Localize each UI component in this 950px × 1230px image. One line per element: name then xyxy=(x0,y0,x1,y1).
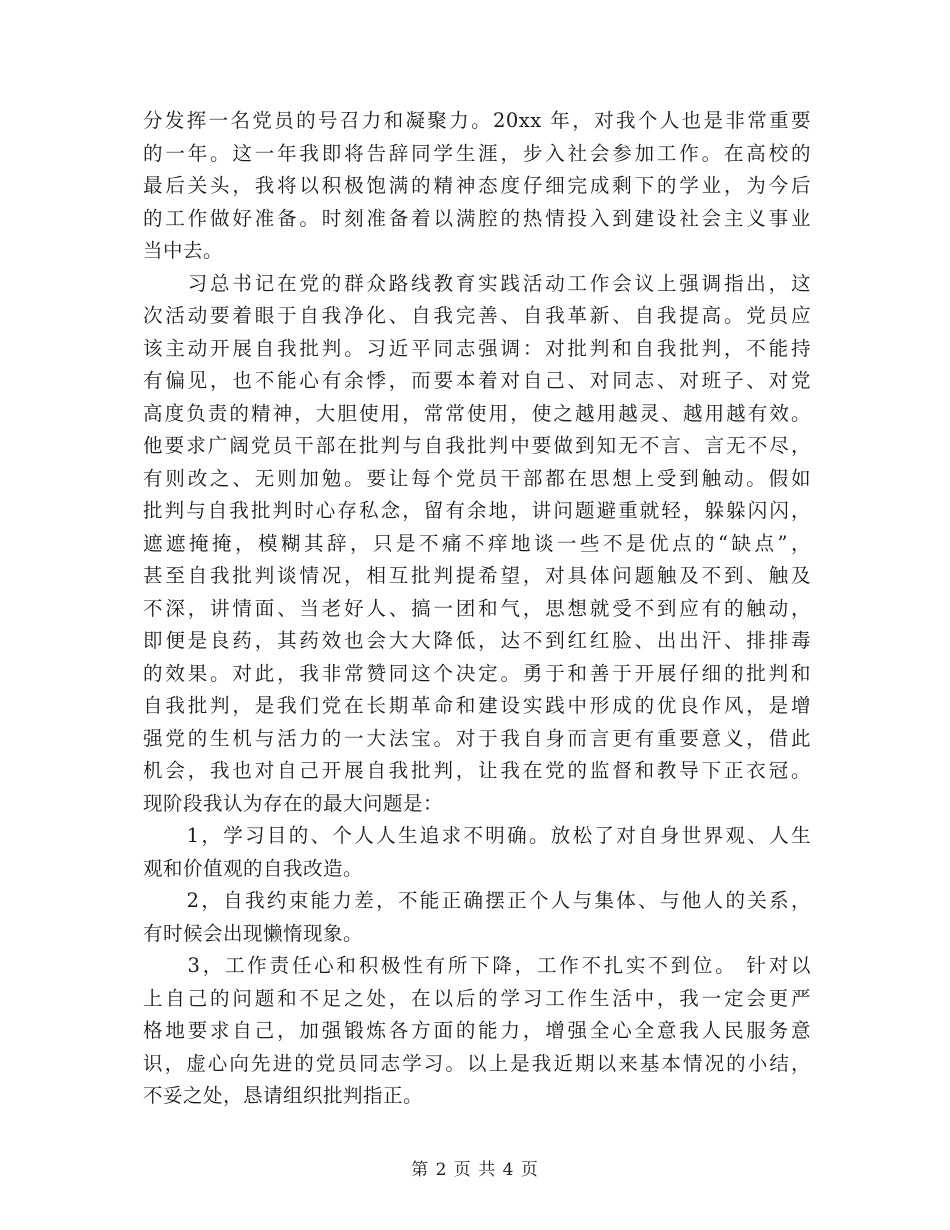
text-line: 格地要求自己，加强锻炼各方面的能力，增强全心全意我人民服务意 xyxy=(143,1019,811,1042)
text-line: 机会，我也对自己开展自我批判，让我在党的监督和教导下正衣冠。 xyxy=(143,759,811,782)
text-line: 有则改之、无则加勉。要让每个党员干部都在思想上受到触动。假如 xyxy=(143,466,811,490)
text-line: 最后关头，我将以积极饱满的精神态度仔细完成剩下的学业，为今后 xyxy=(143,174,811,197)
text-line: 有偏见，也不能心有余悸，而要本着对自己、对同志、对班子、对党 xyxy=(143,369,811,392)
text-line: 上自己的问题和不足之处，在以后的学习工作生活中，我一定会更严 xyxy=(143,986,811,1010)
paragraph-2 xyxy=(143,268,811,821)
text-line: 高度负责的精神，大胆使用，常常使用，使之越用越灵、越用越有效。 xyxy=(143,401,811,425)
text-line: 的效果。对此，我非常赞同这个决定。勇于和善于开展仔细的批判和 xyxy=(143,661,811,685)
paragraph-3 xyxy=(143,820,811,885)
text-line: 分发挥一名党员的号召力和凝聚力。20xx 年，对我个人也是非常重要 xyxy=(143,109,811,132)
text-line: 2，自我约束能力差，不能正确摆正个人与集体、与他人的关系， xyxy=(143,889,811,912)
page-number-footer: 第 2 页 共 4 页 xyxy=(411,1160,539,1180)
text-line: 批判与自我批判时心存私念，留有余地，讲问题避重就轻，躲躲闪闪， xyxy=(143,499,811,522)
text-line: 强党的生机与活力的一大法宝。对于我自身而言更有重要意义，借此 xyxy=(143,726,811,750)
text-line: 现阶段我认为存在的最大问题是： xyxy=(143,791,444,815)
text-line: 有时候会出现懒惰现象。 xyxy=(143,921,364,945)
text-line: 的工作做好准备。时刻准备着以满腔的热情投入到建设社会主义事业 xyxy=(143,206,811,230)
text-line: 当中去。 xyxy=(143,239,224,262)
text-line: 的一年。这一年我即将告辞同学生涯，步入社会参加工作。在高校的 xyxy=(143,141,811,165)
paragraph-4 xyxy=(143,885,811,950)
text-line: 次活动要着眼于自我净化、自我完善、自我革新、自我提高。党员应 xyxy=(143,304,811,327)
text-line: 习总书记在党的群众路线教育实践活动工作会议上强调指出，这 xyxy=(143,271,811,295)
document-body xyxy=(143,105,811,1113)
text-line: 不深，讲情面、当老好人、搞一团和气，思想就受不到应有的触动， xyxy=(143,596,811,620)
paragraph-5 xyxy=(143,950,811,1113)
text-line: 观和价值观的自我改造。 xyxy=(143,856,364,880)
text-line: 不妥之处，恳请组织批判指正。 xyxy=(143,1084,424,1107)
text-line: 该主动开展自我批判。习近平同志强调：对批判和自我批判，不能持 xyxy=(143,336,811,360)
paragraph-1 xyxy=(143,105,811,268)
text-line: 甚至自我批判谈情况，相互批判提希望，对具体问题触及不到、触及 xyxy=(143,564,811,587)
text-line: 3，工作责任心和积极性有所下降，工作不扎实不到位。 针对以 xyxy=(143,954,811,977)
text-line: 识，虚心向先进的党员同志学习。以上是我近期以来基本情况的小结， xyxy=(143,1051,811,1075)
text-line: 1，学习目的、个人人生追求不明确。放松了对自身世界观、人生 xyxy=(143,824,811,847)
text-line: 他要求广阔党员干部在批判与自我批判中要做到知无不言、言无不尽， xyxy=(143,434,811,457)
text-line: 自我批判，是我们党在长期革命和建设实践中形成的优良作风，是增 xyxy=(143,694,811,717)
text-line: 即便是良药，其药效也会大大降低，达不到红红脸、出出汗、排排毒 xyxy=(143,629,811,652)
text-line: 遮遮掩掩，模糊其辞，只是不痛不痒地谈一些不是优点的“缺点”， xyxy=(143,531,811,555)
